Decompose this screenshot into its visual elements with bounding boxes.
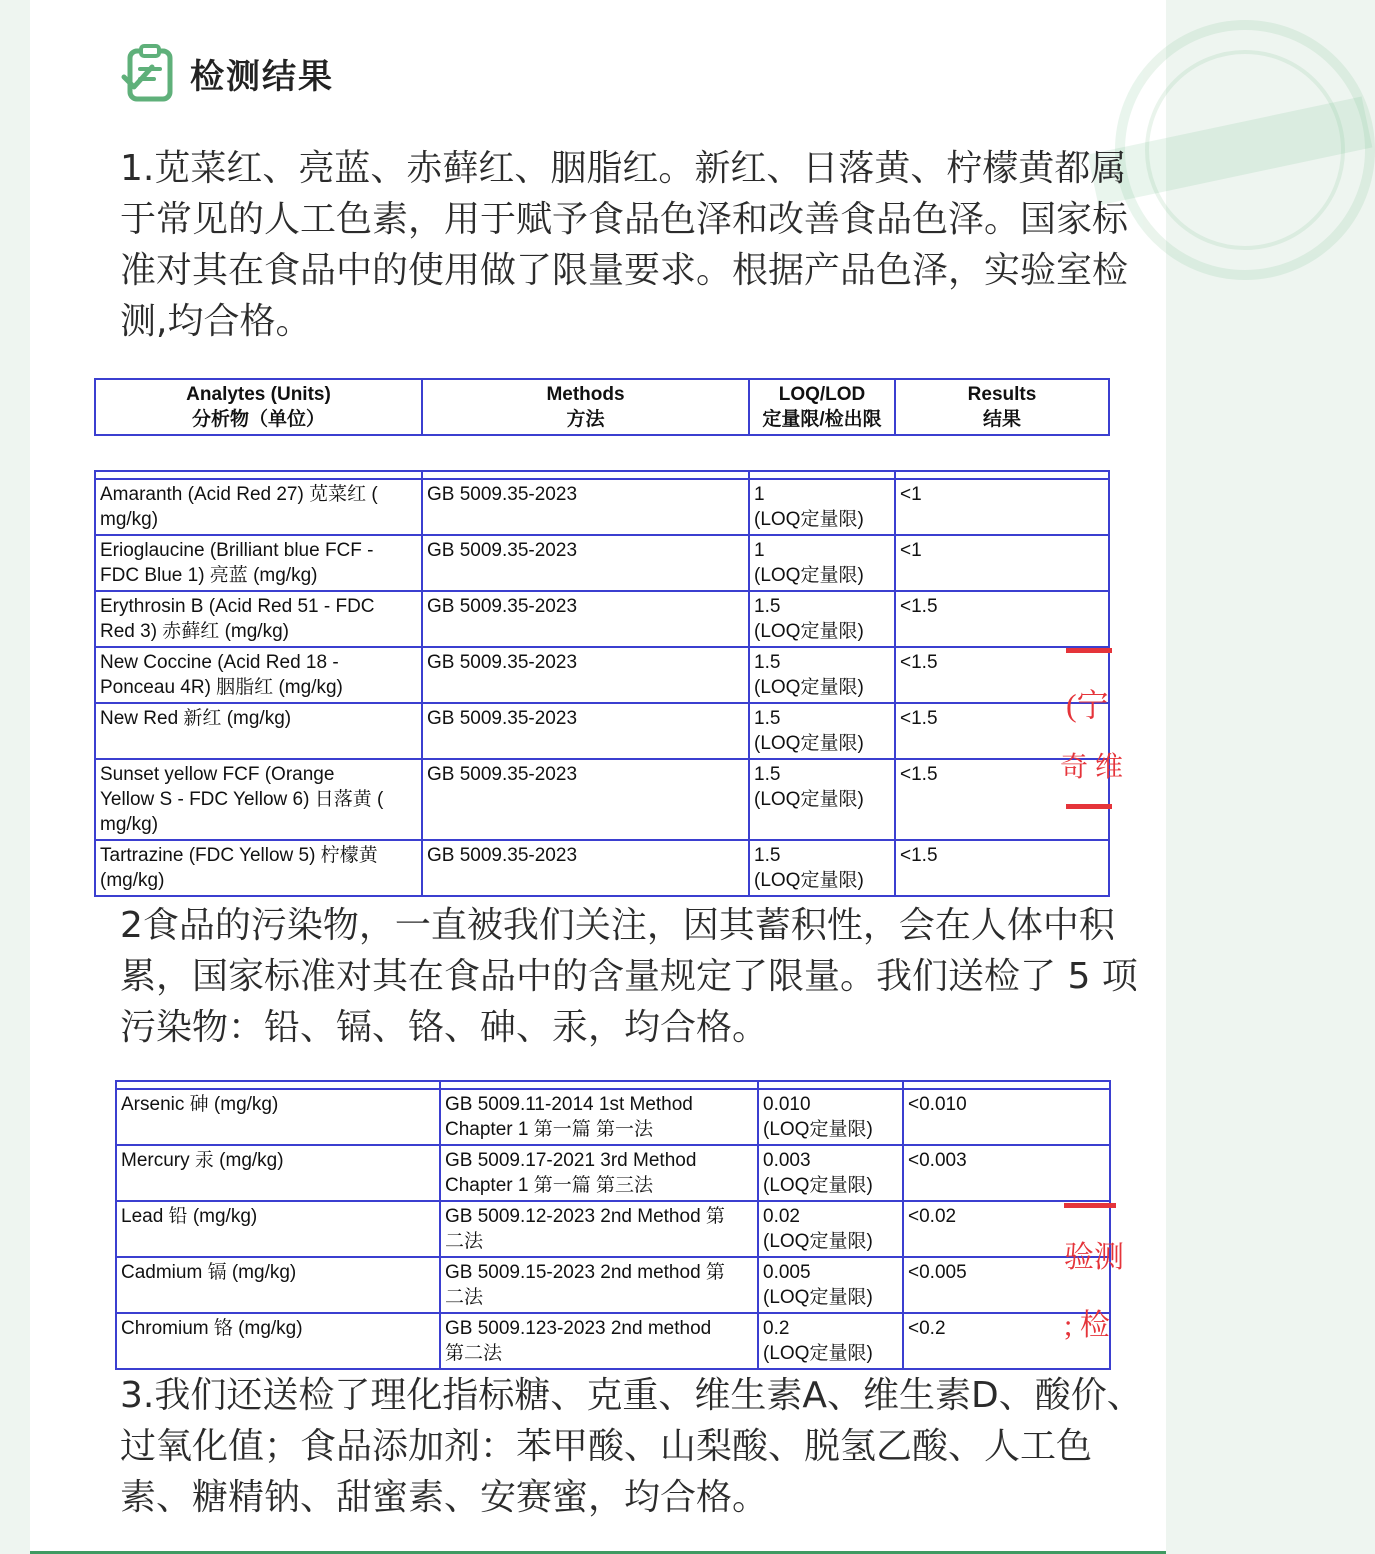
table-row: Mercury 汞 (mg/kg) GB 5009.17-2021 3rd Method Chapter 1 第一篇 第三法 0.003 (LOQ定量限) <0.003: [94, 1145, 1110, 1201]
table-row: Tartrazine (FDC Yellow 5) 柠檬黄 (mg/kg) GB 5009.35-2023 1.5 (LOQ定量限) <1.5: [95, 840, 1109, 896]
col-results: Results 结果: [895, 379, 1109, 435]
table-row: Sunset yellow FCF (Orange Yellow S - FDC Yellow 6) 日落黄 ( mg/kg) GB 5009.35-2023 1.5 (LOQ定量限) <1.5: [95, 759, 1109, 840]
stamp-fragment: ; 检: [1064, 1309, 1110, 1342]
paragraph-other-tests: 3.我们还送检了理化指标糖、克重、维生素A、维生素D、酸价、过氧化值；食品添加剂：苯甲酸、山梨酸、脱氢乙酸、人工色素、糖精钠、甜蜜素、安赛蜜，均合格。: [120, 1375, 1143, 1518]
paragraph-contaminants: 2食品的污染物，一直被我们关注，因其蓄积性，会在人体中积累，国家标准对其在食品中的含量规定了限量。我们送检了 5 项污染物：铅、镉、铬、砷、汞，均合格。: [120, 905, 1138, 1048]
table-row: Amaranth (Acid Red 27) 苋菜红 ( mg/kg) GB 5009.35-2023 1 (LOQ定量限) <1: [95, 479, 1109, 535]
clipboard-check-icon: [122, 43, 176, 103]
col-loq: LOQ/LOD 定量限/检出限: [749, 379, 895, 435]
stamp-fragment: 验测: [1064, 1241, 1124, 1274]
table-row: New Red 新红 (mg/kg) GB 5009.35-2023 1.5 (LOQ定量限) <1.5: [95, 703, 1109, 759]
table-header-scan: [94, 378, 1110, 438]
stamp-line: [1064, 1203, 1116, 1208]
stamp-fragment: 奇 维: [1060, 752, 1124, 783]
table-row: Erythrosin B (Acid Red 51 - FDC Red 3) 赤藓红 (mg/kg) GB 5009.35-2023 1.5 (LOQ定量限) <1.5: [95, 591, 1109, 647]
col-methods: Methods 方法: [422, 379, 749, 435]
table-row: Cadmium 镉 (mg/kg) GB 5009.15-2023 2nd method 第 二法 0.005 (LOQ定量限) <0.005: [94, 1257, 1110, 1313]
paragraph-colorants: 1.苋菜红、亮蓝、赤藓红、胭脂红。新红、日落黄、柠檬黄都属于常见的人工色素，用于赋予食品色泽和改善食品色泽。国家标准对其在食品中的使用做了限量要求。根据产品色泽，实验室检测,均合格。: [120, 148, 1129, 342]
table-row: Lead 铅 (mg/kg) GB 5009.12-2023 2nd Method 第 二法 0.02 (LOQ定量限) <0.02: [94, 1201, 1110, 1257]
col-analytes: Analytes (Units) 分析物（单位）: [95, 379, 422, 435]
colorants-table-scan: [94, 470, 1108, 891]
stamp-fragment: (宁: [1066, 687, 1109, 723]
table-row: Erioglaucine (Brilliant blue FCF - FDC Blue 1) 亮蓝 (mg/kg) GB 5009.35-2023 1 (LOQ定量限) <1: [95, 535, 1109, 591]
section-header: [122, 42, 334, 104]
table-row: Arsenic 砷 (mg/kg) GB 5009.11-2014 1st Method Chapter 1 第一篇 第一法 0.010 (LOQ定量限) <0.010: [94, 1089, 1110, 1145]
stamp-line: [1066, 804, 1112, 809]
contaminants-table-scan: [94, 1080, 1110, 1364]
stamp-line: [1066, 648, 1112, 653]
page-title: 检测结果: [190, 56, 334, 97]
page: [30, 0, 1166, 1554]
table-row: New Coccine (Acid Red 18 - Ponceau 4R) 胭脂红 (mg/kg) GB 5009.35-2023 1.5 (LOQ定量限) <1.5: [95, 647, 1109, 703]
table-row: Chromium 铬 (mg/kg) GB 5009.123-2023 2nd method 第二法 0.2 (LOQ定量限) <0.2: [94, 1313, 1110, 1369]
